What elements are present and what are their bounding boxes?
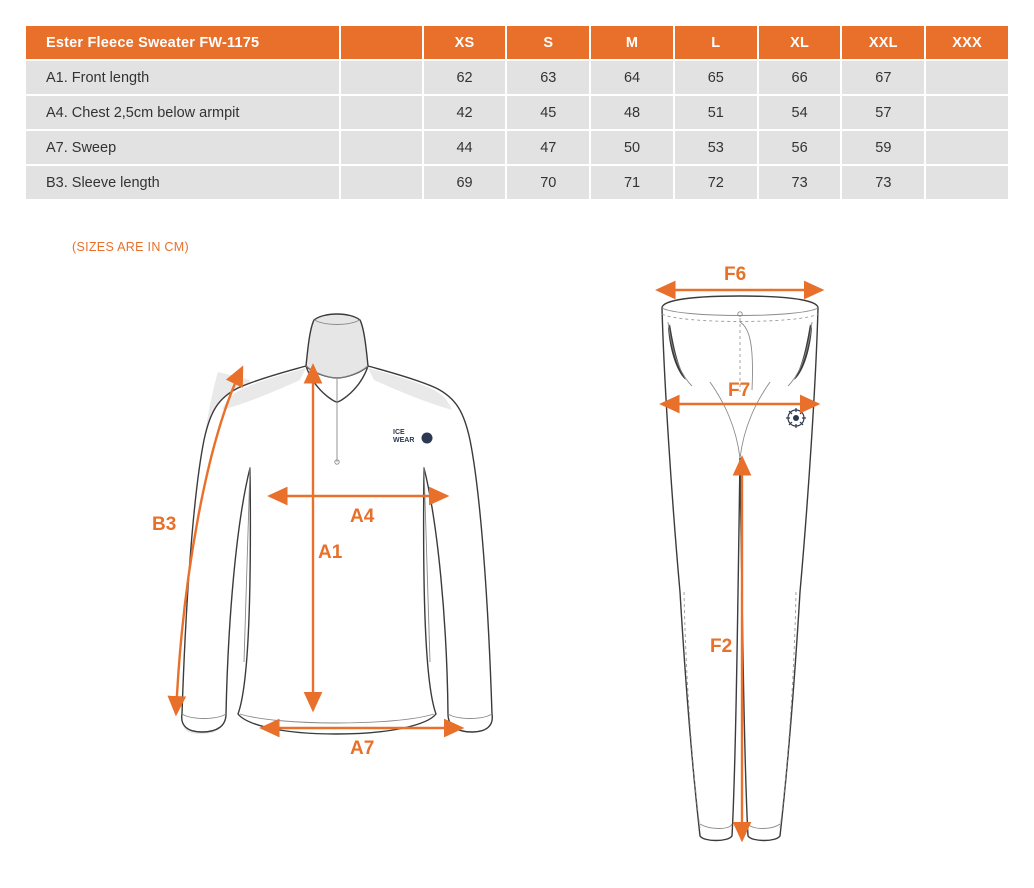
dimension-label-f6: F6 — [724, 264, 747, 285]
a4-xs: 42 — [423, 95, 507, 130]
a1-s: 63 — [506, 60, 590, 95]
a7-s: 47 — [506, 130, 590, 165]
pants-figure — [600, 262, 1000, 862]
measure-label-a7: A7. Sweep — [25, 130, 340, 165]
size-header-xl: XL — [758, 25, 842, 60]
dimension-label-a4: A4 — [350, 506, 375, 527]
table-blank-header — [340, 25, 423, 60]
a1-xl: 66 — [758, 60, 842, 95]
measure-label-a1: A1. Front length — [25, 60, 340, 95]
table-title-cell: Ester Fleece Sweater FW-1175 — [25, 25, 340, 60]
size-header-m: M — [590, 25, 674, 60]
brand-logo-line2: WEAR — [393, 437, 415, 444]
table-header-row — [25, 25, 1009, 60]
a4-s: 45 — [506, 95, 590, 130]
dimension-label-f2: F2 — [710, 636, 733, 657]
measure-blank-a4 — [340, 95, 423, 130]
b3-m: 71 — [590, 165, 674, 200]
size-header-xxl: XXL — [841, 25, 925, 60]
dimension-label-b3: B3 — [152, 514, 177, 535]
dimension-label-a1: A1 — [318, 542, 343, 563]
a1-m: 64 — [590, 60, 674, 95]
a7-xxxl — [925, 130, 1009, 165]
size-header-l: L — [674, 25, 758, 60]
b3-xxl: 73 — [841, 165, 925, 200]
a7-m: 50 — [590, 130, 674, 165]
a7-l: 53 — [674, 130, 758, 165]
table-row — [25, 95, 1009, 130]
measure-blank-a1 — [340, 60, 423, 95]
b3-l: 72 — [674, 165, 758, 200]
size-table-body — [25, 60, 1009, 200]
a7-xl: 56 — [758, 130, 842, 165]
a4-xxl: 57 — [841, 95, 925, 130]
size-header-xxxl: XXX — [925, 25, 1009, 60]
size-table-head — [25, 25, 1009, 60]
a4-m: 48 — [590, 95, 674, 130]
a1-l: 65 — [674, 60, 758, 95]
measure-label-a4: A4. Chest 2,5cm below armpit — [25, 95, 340, 130]
dimension-label-a7: A7 — [350, 738, 375, 759]
brand-logo-mark — [422, 433, 433, 444]
a7-xs: 44 — [423, 130, 507, 165]
measure-blank-a7 — [340, 130, 423, 165]
a4-xxxl — [925, 95, 1009, 130]
size-header-xs: XS — [423, 25, 507, 60]
sweater-figure — [110, 262, 580, 862]
brand-logo — [391, 426, 433, 446]
a4-l: 51 — [674, 95, 758, 130]
b3-xxxl — [925, 165, 1009, 200]
measure-blank-b3 — [340, 165, 423, 200]
pants-logo — [786, 408, 806, 428]
units-note: (SIZES ARE IN CM) — [72, 240, 189, 254]
measure-label-b3: B3. Sleeve length — [25, 165, 340, 200]
b3-xs: 69 — [423, 165, 507, 200]
b3-s: 70 — [506, 165, 590, 200]
b3-xl: 73 — [758, 165, 842, 200]
brand-logo-line1: ICE — [393, 429, 405, 436]
a7-xxl: 59 — [841, 130, 925, 165]
size-table — [24, 24, 1010, 201]
a1-xs: 62 — [423, 60, 507, 95]
a4-xl: 54 — [758, 95, 842, 130]
size-header-s: S — [506, 25, 590, 60]
table-row — [25, 165, 1009, 200]
a1-xxl: 67 — [841, 60, 925, 95]
dimension-label-f7: F7 — [728, 380, 751, 401]
table-row — [25, 130, 1009, 165]
a1-xxxl — [925, 60, 1009, 95]
size-table-container — [24, 24, 1010, 201]
table-row — [25, 60, 1009, 95]
